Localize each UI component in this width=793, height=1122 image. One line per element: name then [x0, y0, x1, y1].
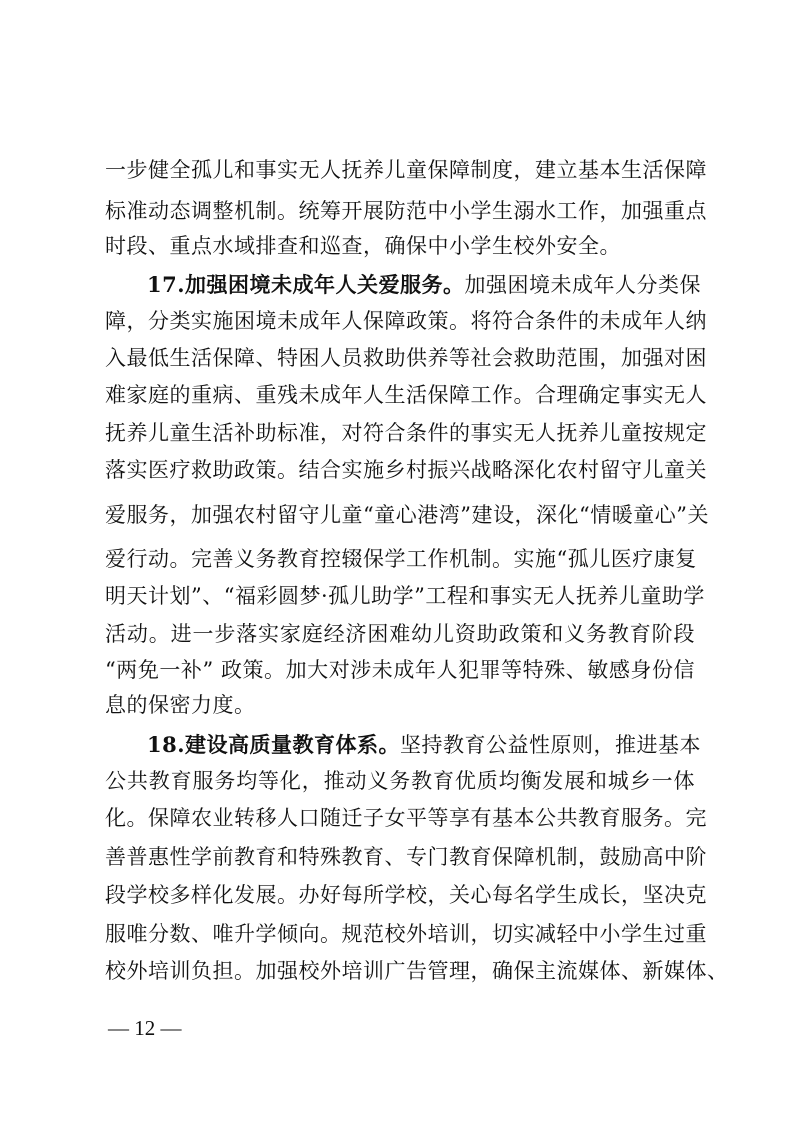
- text-line: 公共教育服务均等化，推动义务教育优质均衡发展和城乡一体: [105, 769, 695, 793]
- paragraph-17-first-line: [147, 270, 702, 300]
- text-line: 入最低生活保障、特困人员救助供养等社会救助范围，加强对困: [105, 346, 707, 370]
- text-line: 息的保密力度。: [105, 693, 256, 717]
- text-span: 坚持教育公益性原则，推进基本: [400, 733, 702, 757]
- text-line: 明天计划”、“福彩圆梦·孤儿助学”工程和事实无人抚养儿童助学: [105, 584, 705, 608]
- text-line: 化。保障农业转移人口随迁子女平等享有基本公共教育服务。完: [105, 806, 707, 830]
- text-line: 难家庭的重病、重残未成年人生活保障工作。合理确定事实无人: [105, 383, 707, 407]
- text-line: 抚养儿童生活补助标准，对符合条件的事实无人抚养儿童按规定: [105, 421, 707, 445]
- text-line: 一步健全孤儿和事实无人抚养儿童保障制度，建立基本生活保障: [105, 158, 707, 182]
- text-line: 善普惠性学前教育和特殊教育、专门教育保障机制，鼓励高中阶: [105, 845, 707, 869]
- text-line: 服唯分数、唯升学倾向。规范校外培训，切实减轻中小学生过重: [105, 922, 707, 946]
- text-line: “两免一补” 政策。加大对涉未成年人犯罪等特殊、敏感身份信: [105, 658, 695, 682]
- section-heading-18: 18.建设高质量教育体系。: [147, 732, 401, 757]
- text-line: 障，分类实施困境未成年人保障政策。将符合条件的未成年人纳: [105, 309, 707, 333]
- text-line: 爱服务，加强农村留守儿童“童心港湾”建设，深化“情暖童心”关: [105, 503, 709, 527]
- text-line: 标准动态调整机制。统筹开展防范中小学生溺水工作，加强重点: [105, 199, 707, 223]
- text-span: 加强困境未成年人分类保: [464, 273, 702, 297]
- text-line: 活动。进一步落实家庭经济困难幼儿资助政策和义务教育阶段: [105, 622, 695, 646]
- text-line: 段学校多样化发展。办好每所学校，关心每名学生成长，坚决克: [105, 883, 707, 907]
- text-line: 落实医疗救助政策。结合实施乡村振兴战略深化农村留守儿童关: [105, 458, 707, 482]
- page-number: — 12 —: [108, 1016, 182, 1040]
- text-line: 爱行动。完善义务教育控辍保学工作机制。实施“孤儿医疗康复: [105, 547, 697, 571]
- text-line: 时段、重点水域排查和巡查，确保中小学生校外安全。: [105, 234, 621, 258]
- text-line: 校外培训负担。加强校外培训广告管理，确保主流媒体、新媒体、: [105, 959, 729, 983]
- section-heading-17: 17.加强困境未成年人关爱服务。: [147, 272, 465, 297]
- paragraph-18-first-line: [147, 730, 702, 760]
